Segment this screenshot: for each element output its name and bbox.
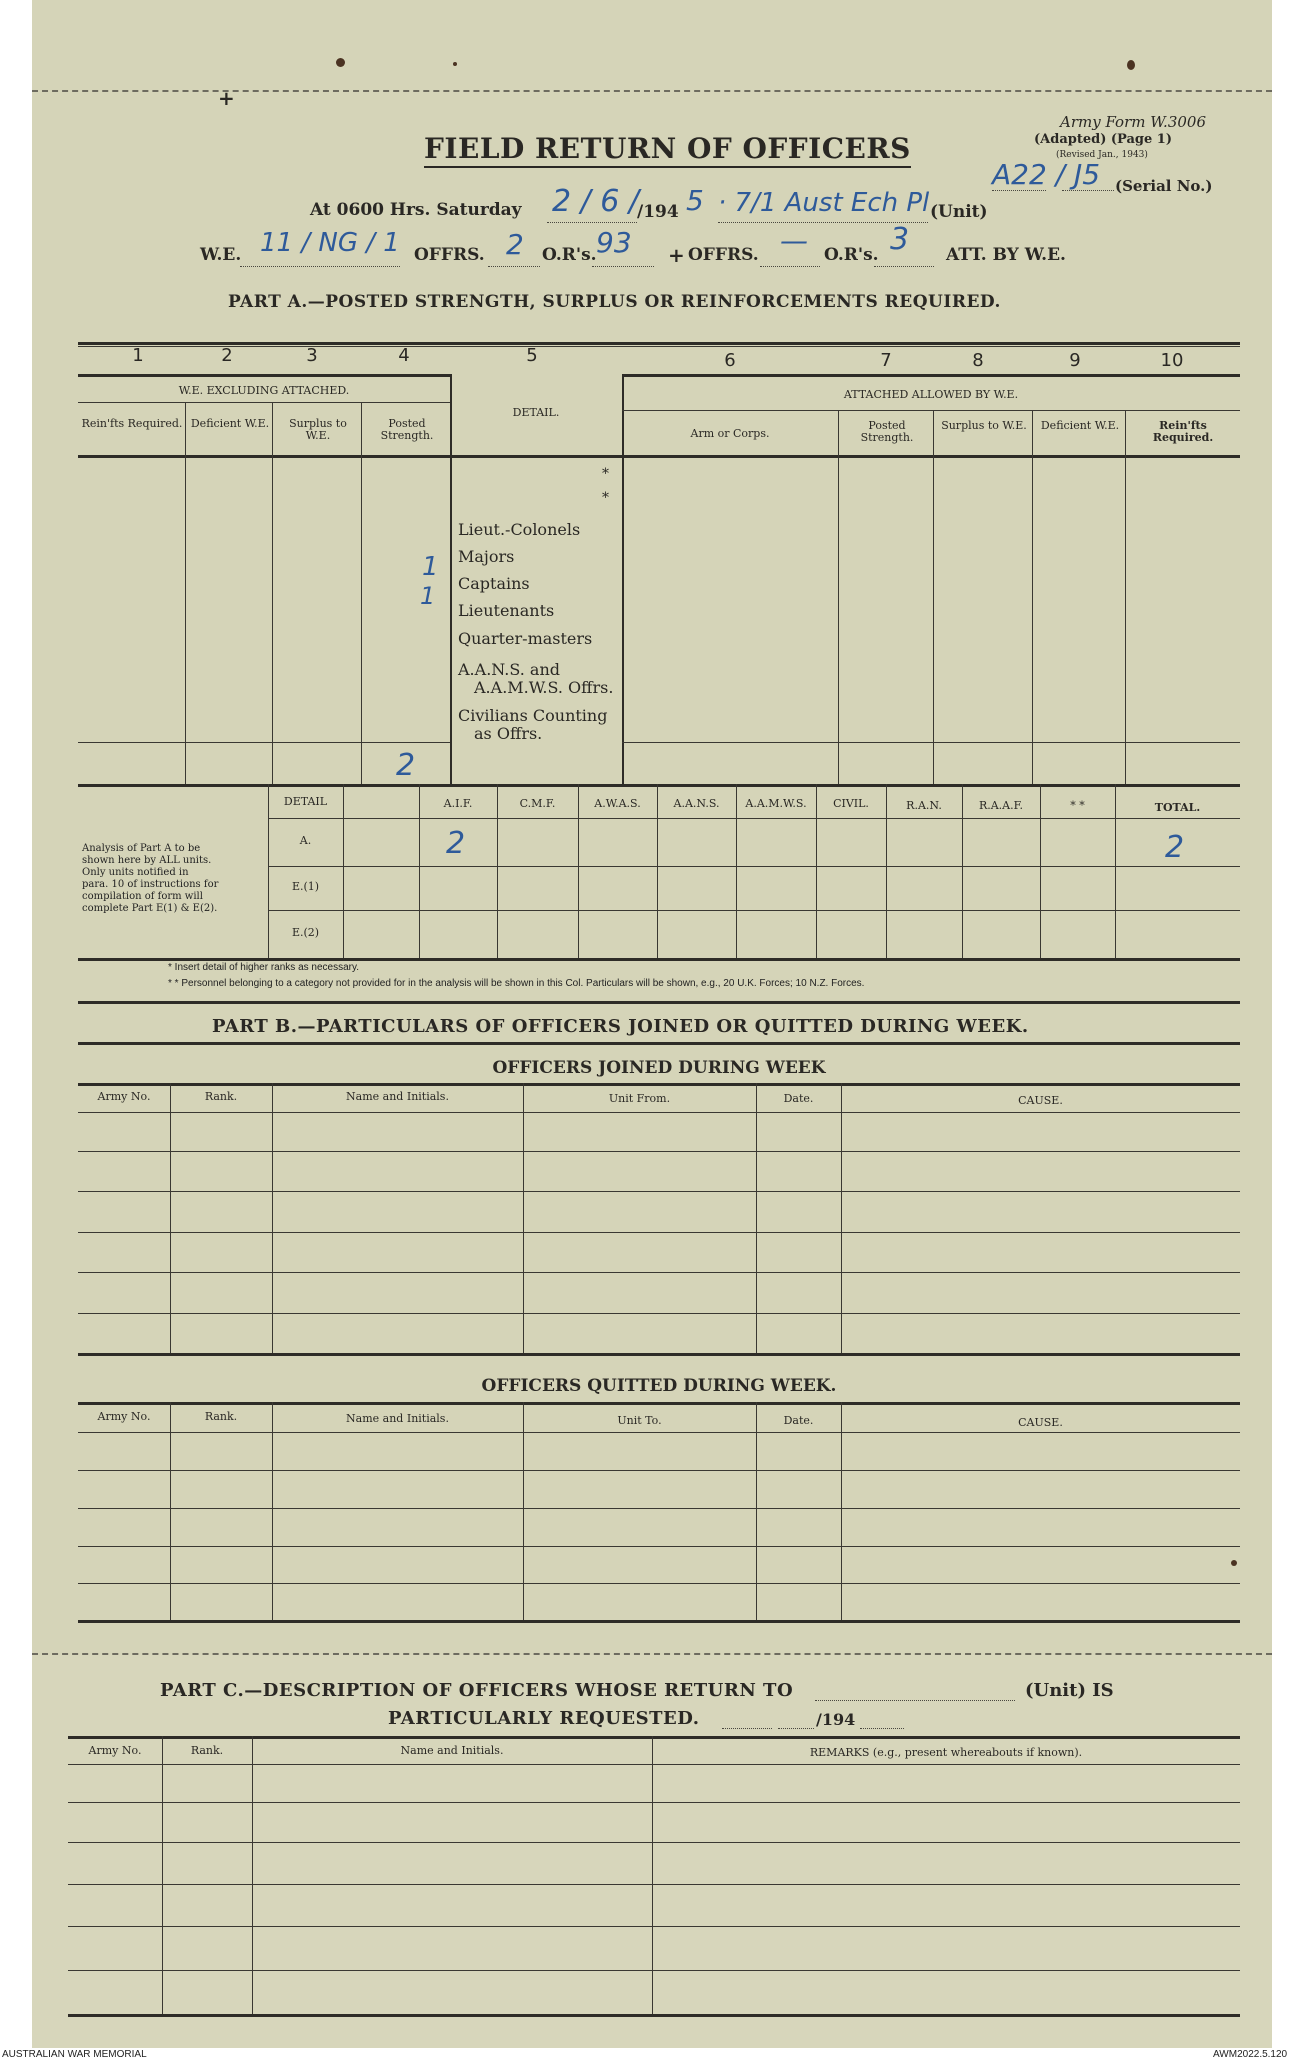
offrs2-label: OFFRS. xyxy=(688,245,759,265)
rule xyxy=(816,784,817,958)
rule xyxy=(78,1001,1240,1004)
joined-col-unit-from: Unit From. xyxy=(608,1092,671,1105)
plus-sign: + xyxy=(668,243,685,267)
date-handwritten: 2 / 6 / xyxy=(552,184,639,219)
rule xyxy=(736,784,737,958)
stain-spot xyxy=(1231,1560,1237,1566)
form-number: Army Form W.3006 xyxy=(1060,113,1206,131)
quitted-col-army-no: Army No. xyxy=(97,1410,151,1423)
rule xyxy=(78,1546,1240,1547)
rule xyxy=(268,910,1240,911)
rule xyxy=(252,1736,253,2016)
analysis-header-aans: A.A.N.S. xyxy=(673,797,720,810)
unit-handwritten: · 7/1 Aust Ech Pl xyxy=(718,188,930,218)
year-handwritten: 5 xyxy=(686,184,704,217)
joined-col-cause: CAUSE. xyxy=(1018,1094,1063,1107)
col-number: 1 xyxy=(132,345,144,366)
we-excl-header: W.E. EXCLUDING ATTACHED. xyxy=(178,384,350,397)
rule xyxy=(933,410,934,784)
att-label: ATT. BY W.E. xyxy=(946,245,1066,265)
rule xyxy=(78,1151,1240,1152)
col-number: 5 xyxy=(526,345,538,366)
offrs2-handwritten: — xyxy=(780,224,808,257)
col-reinforcements-att: Rein'fts Required. xyxy=(1152,419,1214,444)
rule xyxy=(78,1432,1240,1433)
quitted-col-date: Date. xyxy=(783,1414,814,1427)
rule xyxy=(78,1083,1240,1086)
rule xyxy=(68,1764,1240,1765)
part-a-title: PART A.—POSTED STRENGTH, SURPLUS OR REINFORCEMENTS REQUIRED. xyxy=(228,292,1001,312)
rule xyxy=(523,1402,524,1620)
part-c-date-dots xyxy=(778,1728,814,1729)
rule xyxy=(68,2014,1240,2017)
rule xyxy=(78,1191,1240,1192)
col-reinforcements: Rein'fts Required. xyxy=(81,417,183,430)
rank-aans: A.A.N.S. and xyxy=(458,660,560,679)
quitted-col-rank: Rank. xyxy=(204,1410,238,1423)
rule xyxy=(578,784,579,958)
rule xyxy=(361,402,362,784)
rule xyxy=(268,818,1240,819)
quitted-col-name: Name and Initials. xyxy=(346,1412,449,1425)
col-posted-att: Posted Strength. xyxy=(860,419,914,444)
we-label: W.E. xyxy=(200,245,242,265)
rank-lieutenants: Lieutenants xyxy=(458,601,555,620)
analysis-header-awas: A.W.A.S. xyxy=(594,797,641,810)
stain-spot xyxy=(1127,60,1135,70)
rule xyxy=(78,346,1240,347)
rank-civilians: Civilians Counting xyxy=(458,706,608,725)
aif-handwritten: 2 xyxy=(446,826,466,861)
perforation-bottom xyxy=(32,1653,1272,1655)
rule xyxy=(78,1402,1240,1405)
quitted-col-unit-to: Unit To. xyxy=(617,1414,662,1427)
rule xyxy=(1125,410,1126,784)
rule xyxy=(272,402,273,784)
rule xyxy=(78,455,1240,458)
date-dots xyxy=(547,222,637,223)
offrs-handwritten: 2 xyxy=(506,228,524,261)
time-prefix: At 0600 Hrs. Saturday xyxy=(310,200,522,220)
part-c-title: PART C.—DESCRIPTION OF OFFICERS WHOSE RETURN TO xyxy=(160,1680,794,1701)
rule xyxy=(78,1272,1240,1273)
rule xyxy=(838,410,839,784)
col-surplus-att: Surplus to W.E. xyxy=(941,419,1027,432)
rule xyxy=(162,1736,163,2016)
rank-aamws: A.A.M.W.S. Offrs. xyxy=(474,678,614,697)
col-number: 9 xyxy=(1069,350,1081,371)
ors-dots xyxy=(592,266,654,267)
analysis-header-detail: DETAIL xyxy=(283,795,328,808)
rule xyxy=(497,784,498,958)
analysis-header-ran: R.A.N. xyxy=(906,799,942,812)
analysis-row-e2: E.(2) xyxy=(291,926,320,939)
rule xyxy=(170,1402,171,1620)
analysis-header-civil: CIVIL. xyxy=(833,797,869,810)
rule xyxy=(78,1353,1240,1356)
ors2-label: O.R's. xyxy=(824,245,879,265)
form-revised: (Revised Jan., 1943) xyxy=(1056,150,1148,160)
part-a-top-rule xyxy=(78,342,1240,345)
rule xyxy=(78,374,450,377)
analysis-header-total: TOTAL. xyxy=(1154,801,1201,814)
footnote-1: * Insert detail of higher ranks as necessary. xyxy=(168,962,360,973)
rule xyxy=(78,1112,1240,1113)
rule xyxy=(78,1508,1240,1509)
rule xyxy=(622,742,1240,743)
unit-label: (Unit) xyxy=(930,202,988,222)
rank-quartermasters: Quarter-masters xyxy=(458,629,593,648)
ors2-handwritten: 3 xyxy=(890,222,910,257)
rule xyxy=(268,866,1240,867)
joined-col-rank: Rank. xyxy=(204,1090,238,1103)
col-arm-corps: Arm or Corps. xyxy=(690,427,770,440)
serial-handwritten: A22 / J5 xyxy=(992,158,1101,191)
col-number: 4 xyxy=(398,345,410,366)
posted-handwritten: 1 xyxy=(422,552,439,582)
serial-label: (Serial No.) xyxy=(1115,177,1213,195)
col-number: 10 xyxy=(1160,350,1184,371)
rule xyxy=(78,1313,1240,1314)
col-deficient-att: Deficient W.E. xyxy=(1040,419,1120,432)
total-handwritten: 2 xyxy=(1165,830,1185,865)
analysis-header-raaf: R.A.A.F. xyxy=(978,799,1024,812)
footer-credit: AUSTRALIAN WAR MEMORIAL xyxy=(2,2049,147,2060)
we-dots xyxy=(240,266,400,267)
analysis-note: Analysis of Part A to be shown here by ALL units. Only units notified in para. 10 of instructions for compilation of form will complete Part E(1) & E(2). xyxy=(82,843,219,914)
part-c-unit-label: (Unit) IS xyxy=(1025,1680,1114,1701)
analysis-header-aif: A.I.F. xyxy=(443,797,473,810)
footnote-2: * * Personnel belonging to a category not provided for in the analysis will be shown in this Col. Particulars will be shown, e.g., 20 U.K. Forces; 10 N.Z. Forces. xyxy=(168,978,865,989)
analysis-header-other: * * xyxy=(1070,799,1085,812)
rule xyxy=(756,1402,757,1620)
stain-spot xyxy=(336,58,345,67)
rule xyxy=(78,1583,1240,1584)
rule xyxy=(78,1042,1240,1045)
rule xyxy=(78,742,450,743)
rule xyxy=(78,1232,1240,1233)
asterisk: * xyxy=(602,466,609,482)
rule xyxy=(78,784,1240,787)
part-c-requested: PARTICULARLY REQUESTED. xyxy=(388,1708,700,1729)
rule xyxy=(78,1470,1240,1471)
part-c-col-rank: Rank. xyxy=(190,1744,224,1757)
analysis-header-aamws: A.A.M.W.S. xyxy=(745,797,807,810)
rule xyxy=(657,784,658,958)
rule xyxy=(68,1736,1240,1739)
offrs2-dots xyxy=(760,266,820,267)
analysis-row-e1: E.(1) xyxy=(291,880,320,893)
rank-lieut-colonels: Lieut.-Colonels xyxy=(458,520,581,539)
rule xyxy=(652,1736,653,2016)
col-number: 7 xyxy=(880,350,892,371)
rule xyxy=(622,410,1240,411)
joined-title: OFFICERS JOINED DURING WEEK xyxy=(492,1058,826,1078)
footer-accession: AWM2022.5.120 xyxy=(1213,2049,1288,2060)
rule xyxy=(68,1802,1240,1803)
rule xyxy=(78,402,450,403)
form-title: FIELD RETURN OF OFFICERS xyxy=(424,132,911,168)
rank-majors: Majors xyxy=(458,547,515,566)
analysis-row-a: A. xyxy=(299,834,312,847)
rule xyxy=(622,374,1240,377)
form-adapted: (Adapted) (Page 1) xyxy=(1034,132,1172,147)
attached-header: ATTACHED ALLOWED BY W.E. xyxy=(843,388,1019,401)
rule xyxy=(78,1620,1240,1623)
ors-label: O.R's. xyxy=(542,245,597,265)
rule xyxy=(272,1402,273,1620)
part-c-unit-dots xyxy=(815,1700,1015,1701)
rank-civilians-cont: as Offrs. xyxy=(474,724,543,743)
joined-col-army-no: Army No. xyxy=(97,1090,151,1103)
posted-total-handwritten: 2 xyxy=(396,748,416,783)
we-handwritten: 11 / NG / 1 xyxy=(260,228,400,258)
ors2-dots xyxy=(874,266,934,267)
rule xyxy=(841,1402,842,1620)
rule xyxy=(68,1926,1240,1927)
quitted-title: OFFICERS QUITTED DURING WEEK. xyxy=(481,1376,837,1396)
quitted-col-cause: CAUSE. xyxy=(1018,1416,1063,1429)
part-c-year-dots xyxy=(860,1728,904,1729)
col-number: 3 xyxy=(306,345,318,366)
joined-col-date: Date. xyxy=(783,1092,814,1105)
col-number: 6 xyxy=(724,350,736,371)
col-number: 8 xyxy=(972,350,984,371)
rule xyxy=(68,1884,1240,1885)
year-prefix: /194 xyxy=(637,202,679,222)
col-surplus: Surplus to W.E. xyxy=(289,417,347,442)
detail-header: DETAIL. xyxy=(512,406,560,419)
asterisk: * xyxy=(602,490,609,506)
rule xyxy=(419,784,420,958)
rule xyxy=(343,784,344,958)
part-c-year: /194 xyxy=(816,1710,856,1729)
part-b-title: PART B.—PARTICULARS OF OFFICERS JOINED OR QUITTED DURING WEEK. xyxy=(212,1016,1029,1037)
analysis-header-cmf: C.M.F. xyxy=(519,797,556,810)
offrs-dots xyxy=(488,266,540,267)
rule xyxy=(68,1842,1240,1843)
part-c-col-name: Name and Initials. xyxy=(400,1744,504,1757)
rank-captains: Captains xyxy=(458,574,530,593)
rule xyxy=(68,1970,1240,1971)
rule xyxy=(185,402,186,784)
col-deficient: Deficient W.E. xyxy=(190,417,270,430)
part-c-date-dots xyxy=(722,1728,772,1729)
posted-handwritten: 1 xyxy=(420,582,436,610)
col-number: 2 xyxy=(221,345,233,366)
ors-handwritten: 93 xyxy=(596,226,632,259)
offrs-label: OFFRS. xyxy=(414,245,485,265)
rule xyxy=(450,374,452,784)
stain-spot xyxy=(453,62,457,66)
part-c-col-army-no: Army No. xyxy=(88,1744,142,1757)
col-posted: Posted Strength. xyxy=(380,417,434,442)
corner-mark: + xyxy=(218,86,235,110)
joined-col-name: Name and Initials. xyxy=(346,1090,449,1103)
part-c-col-remarks: REMARKS (e.g., present whereabouts if known). xyxy=(809,1746,1083,1759)
rule xyxy=(1032,410,1033,784)
rule xyxy=(78,958,1240,961)
